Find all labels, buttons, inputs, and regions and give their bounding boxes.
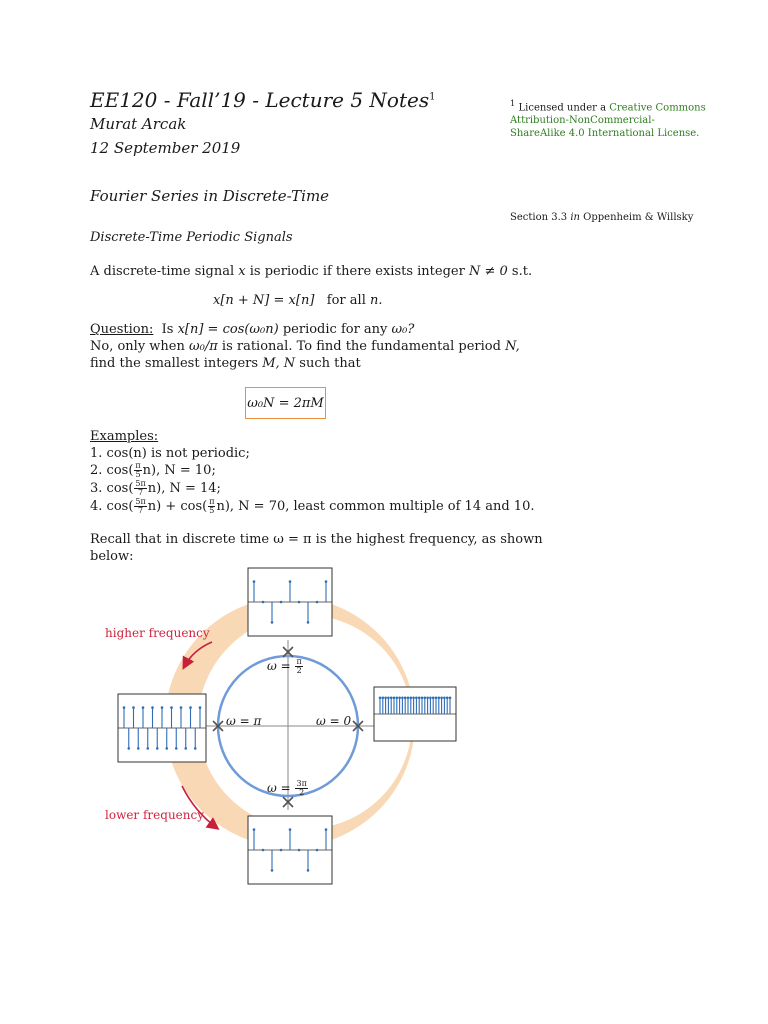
stem-marker [253,828,256,831]
stem-marker [415,697,418,700]
stem-marker [424,697,427,700]
subsection-title: Discrete-Time Periodic Signals [90,230,293,245]
stem-marker [404,697,407,700]
stem-marker [280,601,283,604]
stem-marker [289,580,292,583]
stem-marker [421,697,424,700]
stem-marker [180,706,183,709]
stem-marker [325,580,328,583]
page-title: EE120 - Fall’19 - Lecture 5 Notes$^1$ [90,88,436,112]
example-4: 4. cos( $\frac{5\pi}{7}$ n) + cos( $\frac{\pi}{5}$ n), N = 70, least common multiple of 14 and 10. [90,497,535,515]
examples-label: Examples: [90,429,159,444]
stem-marker [382,697,385,700]
stem-marker [175,747,178,750]
stem-marker [262,601,265,604]
stem-marker [123,706,126,709]
stem-marker [132,706,135,709]
reference-sidenote: Section 3.3 in Oppenheim & Willsky [510,212,694,223]
example-1: 1. cos(n) is not periodic; [90,446,250,461]
stem-marker [390,697,393,700]
answer-line-1: No, only when ω₀/π is rational. To find the fundamental period N, [90,339,520,354]
stem-marker [418,697,421,700]
stem-marker [396,697,399,700]
stem-marker [410,697,413,700]
stem-marker [161,706,164,709]
higher-frequency-label: higher frequency [105,626,210,640]
stem-marker [151,706,154,709]
omega-pi-over-2-label: ω = $\frac{\pi}{2}$ [267,657,302,675]
stem-marker [271,621,274,624]
stem-marker [289,828,292,831]
boxed-equation: ω₀N = 2πM [245,387,326,419]
stem-marker [384,697,387,700]
section-title: Fourier Series in Discrete-Time [90,187,330,205]
stem-marker [142,706,145,709]
stem-marker [137,747,140,750]
stem-marker [379,697,382,700]
example-2: 2. cos( $\frac{\pi}{5}$ n), N = 10; [90,461,216,479]
recall-line-2: below: [90,549,134,564]
stem-marker [387,697,390,700]
omega-3pi-over-2-label: ω = $\frac{3\pi}{2}$ [267,779,307,797]
stem-marker [407,697,410,700]
stem-marker [146,747,149,750]
stem-marker [127,747,130,750]
stem-marker [443,697,446,700]
stem-marker [316,849,319,852]
author: Murat Arcak [90,115,187,133]
stem-plot-top [248,568,332,636]
question-line: Question: Is x[n] = cos(ω₀n) periodic for any ω₀? [90,322,415,337]
stem-marker [412,697,415,700]
stem-marker [429,697,432,700]
omega-zero-label: ω = 0 [316,714,352,728]
stem-marker [271,869,274,872]
stem-marker [426,697,429,700]
answer-line-2: find the smallest integers M, N such that [90,356,361,371]
stem-marker [189,706,192,709]
stem-marker [438,697,441,700]
stem-marker [446,697,449,700]
stem-marker [398,697,401,700]
stem-marker [307,869,310,872]
stem-marker [280,849,283,852]
stem-marker [262,849,265,852]
stem-marker [170,706,173,709]
stem-marker [307,621,310,624]
stem-marker [449,697,452,700]
license-footnote: $^1$ Licensed under a Creative Commons Attribution-NonCommercial-ShareAlike 4.0 International License. [510,98,706,140]
example-3: 3. cos( $\frac{5\pi}{7}$ n), N = 14; [90,479,221,497]
stem-plot-left [118,694,206,762]
stem-marker [435,697,438,700]
stem-marker [440,697,443,700]
stem-marker [199,706,202,709]
stem-marker [184,747,187,750]
license-link[interactable]: Creative Commons Attribution-NonCommercial-ShareAlike 4.0 International License. [510,102,706,140]
periodic-equation: x[n + N] = x[n] for all n. [213,293,383,308]
frequency-circle-figure [0,560,768,900]
stem-marker [194,747,197,750]
stem-marker [156,747,159,750]
footnote-mark: 1 [429,91,436,103]
recall-line-1: Recall that in discrete time ω = π is the highest frequency, as shown [90,532,543,547]
date: 12 September 2019 [90,139,241,157]
stem-marker [253,580,256,583]
lower-frequency-label: lower frequency [105,808,205,822]
stem-marker [298,849,301,852]
stem-marker [325,828,328,831]
stem-marker [393,697,396,700]
stem-marker [298,601,301,604]
omega-pi-label: ω = π [226,714,262,728]
stem-marker [401,697,404,700]
stem-marker [432,697,435,700]
stem-plot-right [374,687,456,741]
stem-plot-bottom [248,816,332,884]
stem-marker [165,747,168,750]
intro-paragraph: A discrete-time signal x is periodic if there exists integer N ≠ 0 s.t. [90,264,533,279]
stem-marker [316,601,319,604]
